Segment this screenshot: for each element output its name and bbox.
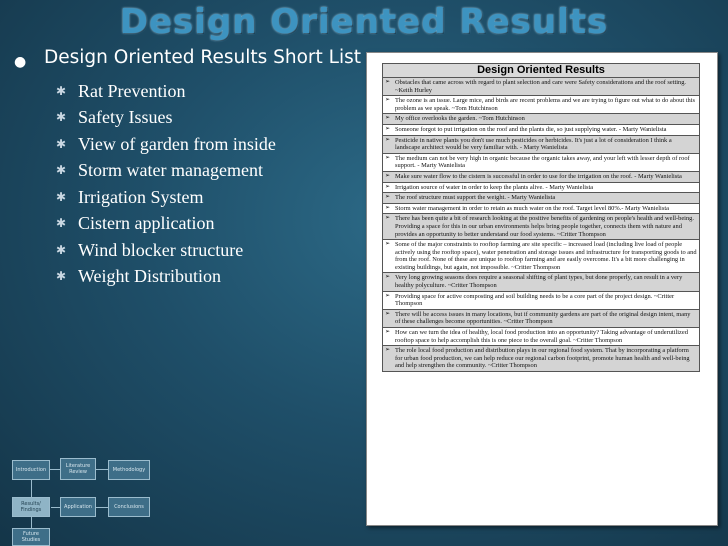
table-row <box>382 125 700 136</box>
row-text: The roof structure must support the weight. - Marty Wanielista <box>395 194 556 202</box>
list-item: ✱ Wind blocker structure <box>56 239 244 260</box>
asterisk-bullet-icon: ✱ <box>56 163 67 178</box>
row-text: Providing space for active composting and soil building needs to be a core part of the project design. ~Critter Thompson <box>395 292 675 308</box>
asterisk-bullet-icon: ✱ <box>56 269 67 284</box>
row-text: The role local food production and distribution plays in our regional food system. That by incorporating a platform for urban food production, we can help reduce our regional carbon footprint, promote human health and well-being and help strengthen the community. ~Critter Thompson <box>395 347 690 370</box>
arrow-bullet-icon: ➢ <box>385 183 391 190</box>
table-row <box>382 154 700 172</box>
asterisk-bullet-icon: ✱ <box>56 216 67 231</box>
row-text: Someone forgot to put irrigation on the roof and the plants die, so just supplying water. - Marty Wanielista <box>395 125 667 133</box>
table-row <box>382 214 700 240</box>
row-text: Irrigation source of water in order to keep the plants alive. - Marty Wanielista <box>395 183 594 191</box>
list-item: ✱ Weight Distribution <box>56 266 222 287</box>
short-list <box>56 78 276 290</box>
row-text: How can we turn the idea of healthy, local food production into an opportunity? Taking advantage of underutilized rooftop space to help accomplish this is one piece to the overall goal. ~Critter Thompson <box>395 329 688 344</box>
list-item: ✱ Rat Prevention <box>56 80 186 101</box>
nav-methodology-button[interactable]: Methodology <box>108 460 150 480</box>
asterisk-bullet-icon: ✱ <box>56 136 67 151</box>
arrow-bullet-icon: ➢ <box>385 347 391 354</box>
row-text: Very long growing seasons does require a seasonal shifting of plant types, but done properly, can result in a very healthy polyculture. ~Critter Thompson <box>395 274 683 290</box>
row-text: There will be access issues in many locations, but if community gardens are part of the original design intent, many of these challenges become opportunities. ~Critter Thompson <box>395 310 691 326</box>
table-row <box>382 292 700 310</box>
arrow-bullet-icon: ➢ <box>385 154 391 161</box>
results-document-image <box>366 52 718 526</box>
table-row <box>382 114 700 125</box>
arrow-bullet-icon: ➢ <box>385 97 391 104</box>
arrow-bullet-icon: ➢ <box>385 204 391 211</box>
table-row <box>382 346 700 372</box>
nav-introduction-button[interactable]: Introduction <box>12 460 50 480</box>
nav-application-button[interactable]: Application <box>60 497 96 517</box>
row-text: My office overlooks the garden. ~Tom Hutchinson <box>395 115 525 123</box>
nav-connector <box>31 479 32 497</box>
list-heading: Design Oriented Results Short List <box>44 47 361 68</box>
nav-literature-review-button[interactable]: Literature Review <box>60 458 96 480</box>
arrow-bullet-icon: ➢ <box>385 136 391 143</box>
arrow-bullet-icon: ➢ <box>385 241 391 248</box>
list-item: ✱ View of garden from inside <box>56 133 276 154</box>
row-text: The medium can not be very high in organic because the organic takes away, and your left with lesser depth of roof support. - Marty Wanielista <box>395 154 690 170</box>
arrow-bullet-icon: ➢ <box>385 310 391 317</box>
table-row <box>382 172 700 183</box>
table-row <box>382 310 700 328</box>
table-row <box>382 193 700 204</box>
asterisk-bullet-icon: ✱ <box>56 189 67 204</box>
row-text: The ozone is an issue. Large mice, and birds are recent problems and we are trying to figure out what to do about this problem as we speak. ~Tom Hutchinson <box>395 97 695 112</box>
list-item: ✱ Cistern application <box>56 213 215 234</box>
nav-conclusions-button[interactable]: Conclusions <box>108 497 150 517</box>
nav-future-studies-button[interactable]: Future Studies <box>12 528 50 546</box>
list-item: ✱ Safety Issues <box>56 107 173 128</box>
table-row <box>382 136 700 154</box>
list-item: ✱ Irrigation System <box>56 186 204 207</box>
arrow-bullet-icon: ➢ <box>385 215 391 222</box>
arrow-bullet-icon: ➢ <box>385 125 391 132</box>
table-row <box>382 240 700 273</box>
arrow-bullet-icon: ➢ <box>385 292 391 299</box>
row-text: There has been quite a bit of research looking at the positive benefits of gardening on people's health and well-being. Providing a space for this in our urban environments helps bring people together, connects them with nature and provides an opportunity to better understand our food systems. ~Critter Thompson <box>395 215 694 238</box>
document-title: Design Oriented Results <box>382 63 700 78</box>
row-text: Pesticide in native plants you don't use much pesticides or herbicides. It's just a lot of consideration I think a landscape architect would be very familiar with. - Marty Wanielista <box>395 136 672 152</box>
arrow-bullet-icon: ➢ <box>385 79 391 85</box>
row-text: Obstacles that came across with regard to plant selection and care were Safety considerations and the roof setting. ~Keith Hurley <box>395 79 687 94</box>
asterisk-bullet-icon: ✱ <box>56 83 67 98</box>
slide-title: Design Oriented Results <box>119 2 609 42</box>
table-row <box>382 96 700 114</box>
row-text: Some of the major constraints to rooftop farming are site specific – increased load (including live load of people actively using the rooftop space), water penetration and storage issues and infrastructure for transporting goods to and from the roof. None of these are unique to rooftop farming and are easily overcome. It's a bit more challenging in existing buildings, but again, not impossible. ~Critter Thompson <box>395 241 697 271</box>
arrow-bullet-icon: ➢ <box>385 274 391 281</box>
table-row <box>382 183 700 194</box>
asterisk-bullet-icon: ✱ <box>56 242 67 257</box>
arrow-bullet-icon: ➢ <box>385 329 391 336</box>
asterisk-bullet-icon: ✱ <box>56 110 67 125</box>
table-row <box>382 78 700 96</box>
table-row <box>382 204 700 215</box>
list-item: ✱ Storm water management <box>56 160 263 181</box>
row-text: Storm water management in order to retain as much water on the roof. Target level 80%.- Marty Wanielista <box>395 204 669 212</box>
arrow-bullet-icon: ➢ <box>385 115 391 122</box>
arrow-bullet-icon: ➢ <box>385 194 391 201</box>
arrow-bullet-icon: ➢ <box>385 172 391 179</box>
table-row <box>382 273 700 291</box>
bullet-icon: ● <box>14 54 27 70</box>
document-table <box>382 78 700 372</box>
table-row <box>382 328 700 346</box>
nav-results-findings-button[interactable]: Results/ Findings <box>12 497 50 517</box>
row-text: Make sure water flow to the cistern is successful in order to use for the irrigation on the roof. - Marty Wanielista <box>395 172 682 180</box>
